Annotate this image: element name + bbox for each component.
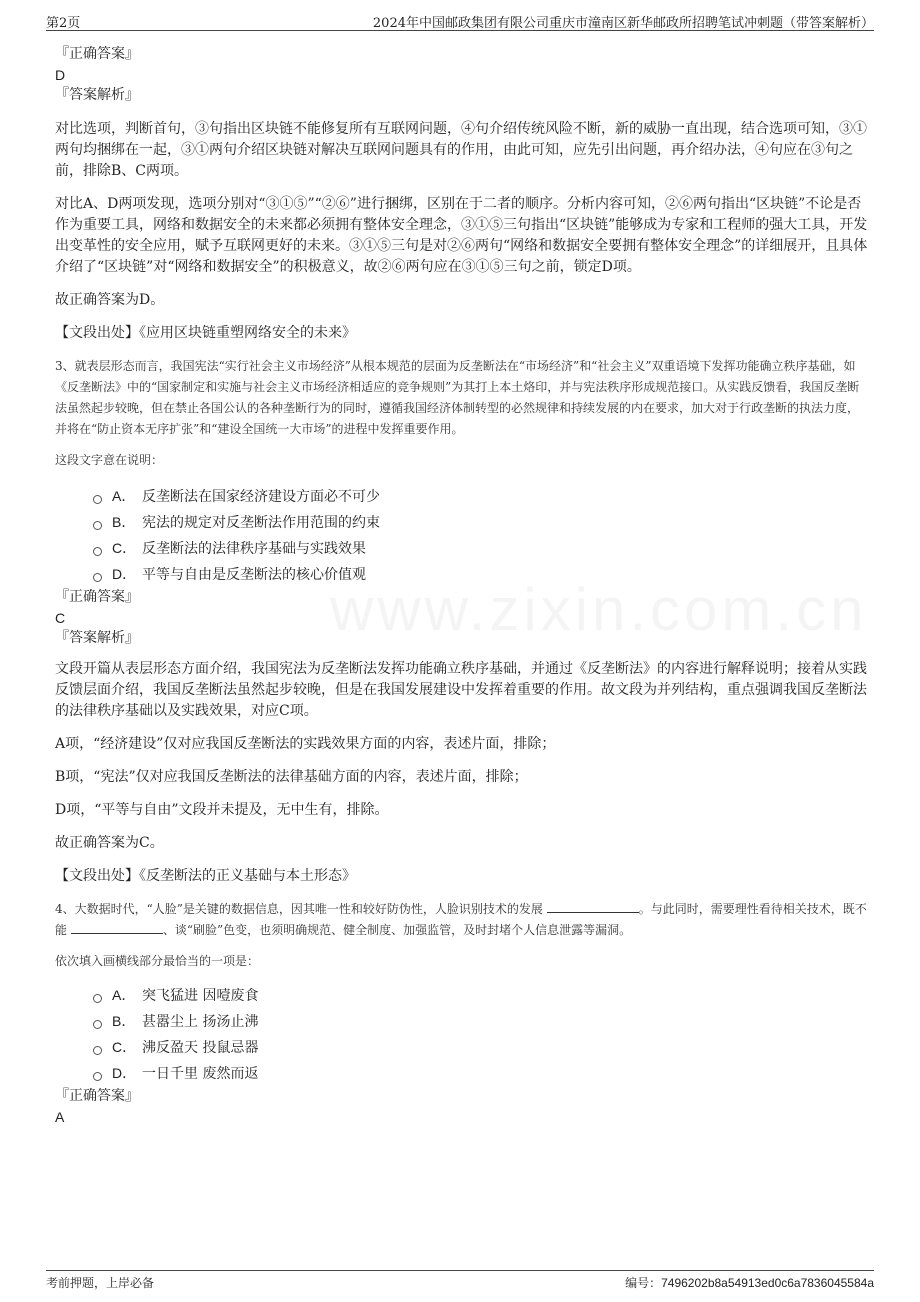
analysis-paragraph: D项，“平等与自由”文段并未提及，无中生有，排除。 bbox=[55, 802, 389, 818]
correct-answer: C bbox=[55, 610, 66, 626]
option-b[interactable]: B． 宪法的规定对反垄断法作用范围的约束 bbox=[55, 509, 870, 535]
fill-blank bbox=[547, 900, 639, 913]
option-c[interactable]: C． 反垄断法的法律秩序基础与实践效果 bbox=[55, 535, 870, 561]
radio-icon[interactable] bbox=[93, 521, 102, 530]
option-d[interactable]: D． 一日千里 废然而返 bbox=[55, 1060, 870, 1086]
answer-tag: 『正确答案』 bbox=[55, 1088, 139, 1104]
radio-icon[interactable] bbox=[93, 573, 102, 582]
answer-tag: 『正确答案』 bbox=[55, 46, 139, 62]
correct-answer: D bbox=[55, 67, 66, 83]
source-citation: 【文段出处】《反垄断法的正义基础与本土形态》 bbox=[55, 868, 356, 884]
question-stem: 3、就表层形态而言，我国宪法“实行社会主义市场经济”从根本规范的层面为反垄断法在“市场经济”和“社会主义”双重语境下发挥功能确立秩序基础，如《反垄断法》中的“国家制定和实施与社会主义市场经济相适应的竞争规则”为其打上本土烙印，并与宪法秩序形成规范接口。从实践反馈看，我国反垄断法虽然起步较晚，但在禁止各国公认的各种垄断行为的同时，遵循我国经济体制转型的必然规律和持续发展的内在要求，加大对于行政垄断的执法力度，并将在“防止资本无序扩张”和“建设全国统一大市场”的进程中发挥重要作用。 bbox=[55, 359, 860, 436]
analysis-paragraph: 对比A、D两项发现，选项分别对“③①⑤”“②⑥”进行捆绑，区别在于二者的顺序。分析内容可知，②⑥两句指出“区块链”不论是否作为重要工具，网络和数据安全的未来都必须拥有整体安全理念，③①⑤三句指出“区块链”能够成为专家和工程师的强大工具，开发出变革性的安全应用，赋予互联网更好的未来。③①⑤三句是对②⑥两句“网络和数据安全要拥有整体安全理念”的详细展开，且具体介绍了“区块链”对“网络和数据安全”的积极意义，故②⑥两句应在③①⑤三句之前，锁定D项。 bbox=[55, 196, 868, 275]
option-c[interactable]: C． 沸反盈天 投鼠忌器 bbox=[55, 1034, 870, 1060]
source-citation: 【文段出处】《应用区块链重塑网络安全的未来》 bbox=[55, 325, 356, 341]
option-list bbox=[55, 483, 870, 587]
analysis-paragraph: 对比选项，判断首句，③句指出区块链不能修复所有互联网问题，④句介绍传统风险不断，新的威胁一直出现，结合选项可知，③①两句均捆绑在一起，③①两句介绍区块链对解决互联网问题具有的作用，由此可知，应先引出问题，再介绍办法，④句应在③句之前，排除B、C两项。 bbox=[55, 121, 867, 179]
option-a[interactable]: A． 反垄断法在国家经济建设方面必不可少 bbox=[55, 483, 870, 509]
option-a[interactable]: A． 突飞猛进 因噎废食 bbox=[55, 982, 870, 1008]
page-number: 第2页 bbox=[46, 16, 81, 31]
question-stem: 4、大数据时代，“人脸”是关键的数据信息，因其唯一性和较好防伪性，人脸识别技术的发展 。与此同时，需要理性看待相关技术，既不能 、谈“刷脸”色变，也须明确规范、健全制度、加强监管，及时封堵个人信息泄露等漏洞。 bbox=[55, 902, 867, 937]
analysis-conclusion: 故正确答案为D。 bbox=[55, 292, 165, 308]
radio-icon[interactable] bbox=[93, 495, 102, 504]
radio-icon[interactable] bbox=[93, 1046, 102, 1055]
analysis-paragraph: B项，“宪法”仅对应我国反垄断法的法律基础方面的内容，表述片面，排除； bbox=[55, 769, 528, 785]
document-id: 编号：7496202b8a54913ed0c6a7836045584a bbox=[625, 1276, 874, 1290]
question-prompt: 这段文字意在说明： bbox=[55, 453, 164, 467]
page-header bbox=[46, 10, 874, 31]
analysis-paragraph: 文段开篇从表层形态方面介绍，我国宪法为反垄断法发挥功能确立秩序基础，并通过《反垄断法》的内容进行解释说明；接着从实践反馈层面介绍，我国反垄断法虽然起步较晚，但是在我国发展建设中发挥着重要的作用。故文段为并列结构，重点强调我国反垄断法的法律秩序基础以及实践效果，对应C项。 bbox=[55, 661, 867, 719]
fill-blank bbox=[71, 921, 163, 934]
option-b[interactable]: B． 甚嚣尘上 扬汤止沸 bbox=[55, 1008, 870, 1034]
radio-icon[interactable] bbox=[93, 994, 102, 1003]
document-body bbox=[55, 44, 870, 1127]
analysis-tag: 『答案解析』 bbox=[55, 630, 139, 646]
document-title: 2024年中国邮政集团有限公司重庆市潼南区新华邮政所招聘笔试冲刺题（带答案解析） bbox=[372, 16, 874, 31]
question-prompt: 依次填入画横线部分最恰当的一项是： bbox=[55, 954, 260, 968]
radio-icon[interactable] bbox=[93, 547, 102, 556]
analysis-conclusion: 故正确答案为C。 bbox=[55, 835, 164, 851]
option-list bbox=[55, 982, 870, 1086]
option-d[interactable]: D． 平等与自由是反垄断法的核心价值观 bbox=[55, 561, 870, 587]
page-footer bbox=[46, 1270, 874, 1293]
analysis-tag: 『答案解析』 bbox=[55, 87, 139, 103]
radio-icon[interactable] bbox=[93, 1020, 102, 1029]
radio-icon[interactable] bbox=[93, 1072, 102, 1081]
footer-slogan: 考前押题，上岸必备 bbox=[46, 1276, 155, 1290]
analysis-paragraph: A项，“经济建设”仅对应我国反垄断法的实践效果方面的内容，表述片面，排除； bbox=[55, 736, 556, 752]
answer-tag: 『正确答案』 bbox=[55, 589, 139, 605]
correct-answer: A bbox=[55, 1109, 65, 1125]
